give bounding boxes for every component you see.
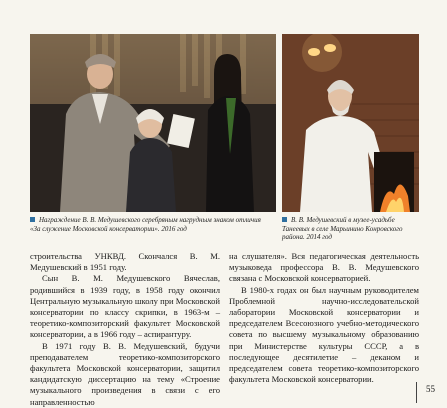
body-text-right-column: [229, 251, 419, 385]
page-number-divider: [416, 382, 417, 403]
caption-text-left: Награждение В. В. Медушевского серебряным нагрудным знаком отличия «За служение Московской консерватории». 2016 год: [30, 216, 261, 233]
body-text-left-column: [30, 251, 220, 408]
photo-caption-left: [30, 216, 270, 233]
paragraph: на слушателя». Вся педагогическая деятельность музыковеда профессора В. В. Медушевского связана с Московской консерваторией.: [229, 251, 419, 284]
museum-portrait-photo: [282, 34, 419, 212]
paragraph: строительства УНКВД. Скончался В. М. Медушевский в 1951 году.: [30, 251, 220, 273]
award-ceremony-photo: [30, 34, 276, 212]
caption-marker-icon: [282, 217, 287, 222]
page-number: 55: [426, 384, 435, 394]
paragraph: В 1980-х годах он был научным руководителем Проблемной научно-исследовательской лаборатории Московской консерватории и председателем Всесоюзного учебно-методического совета по высшему музыкальному образованию при Министерстве культуры СССР, а в последующее десятилетие – деканом и председателем совета теоретико-композиторского факультета Московской консерватории.: [229, 284, 419, 385]
photo-caption-right: [282, 216, 422, 242]
caption-marker-icon: [30, 217, 35, 222]
caption-text-right: В. В. Медушевский в музее-усадьбе Танеевых в селе Марьинино Конровского района. 2014 год: [282, 216, 403, 241]
paragraph: Сын В. М. Медушевского Вячеслав, родившийся в 1939 году, в 1958 году окончил Центральную музыкальную школу при Московской консерватории по классу скрипки, в 1963-м – теоретико-композиторский факультет Московской консерватории, а в 1966 году – аспирантуру.: [30, 273, 221, 340]
paragraph: В 1971 году В. В. Медушевский, будучи преподавателем теоретико-композиторского факультета Московской консерватории, защитил кандидатскую диссертацию на тему «Строение музыкального произведения в связи с его направленностью: [30, 340, 220, 407]
